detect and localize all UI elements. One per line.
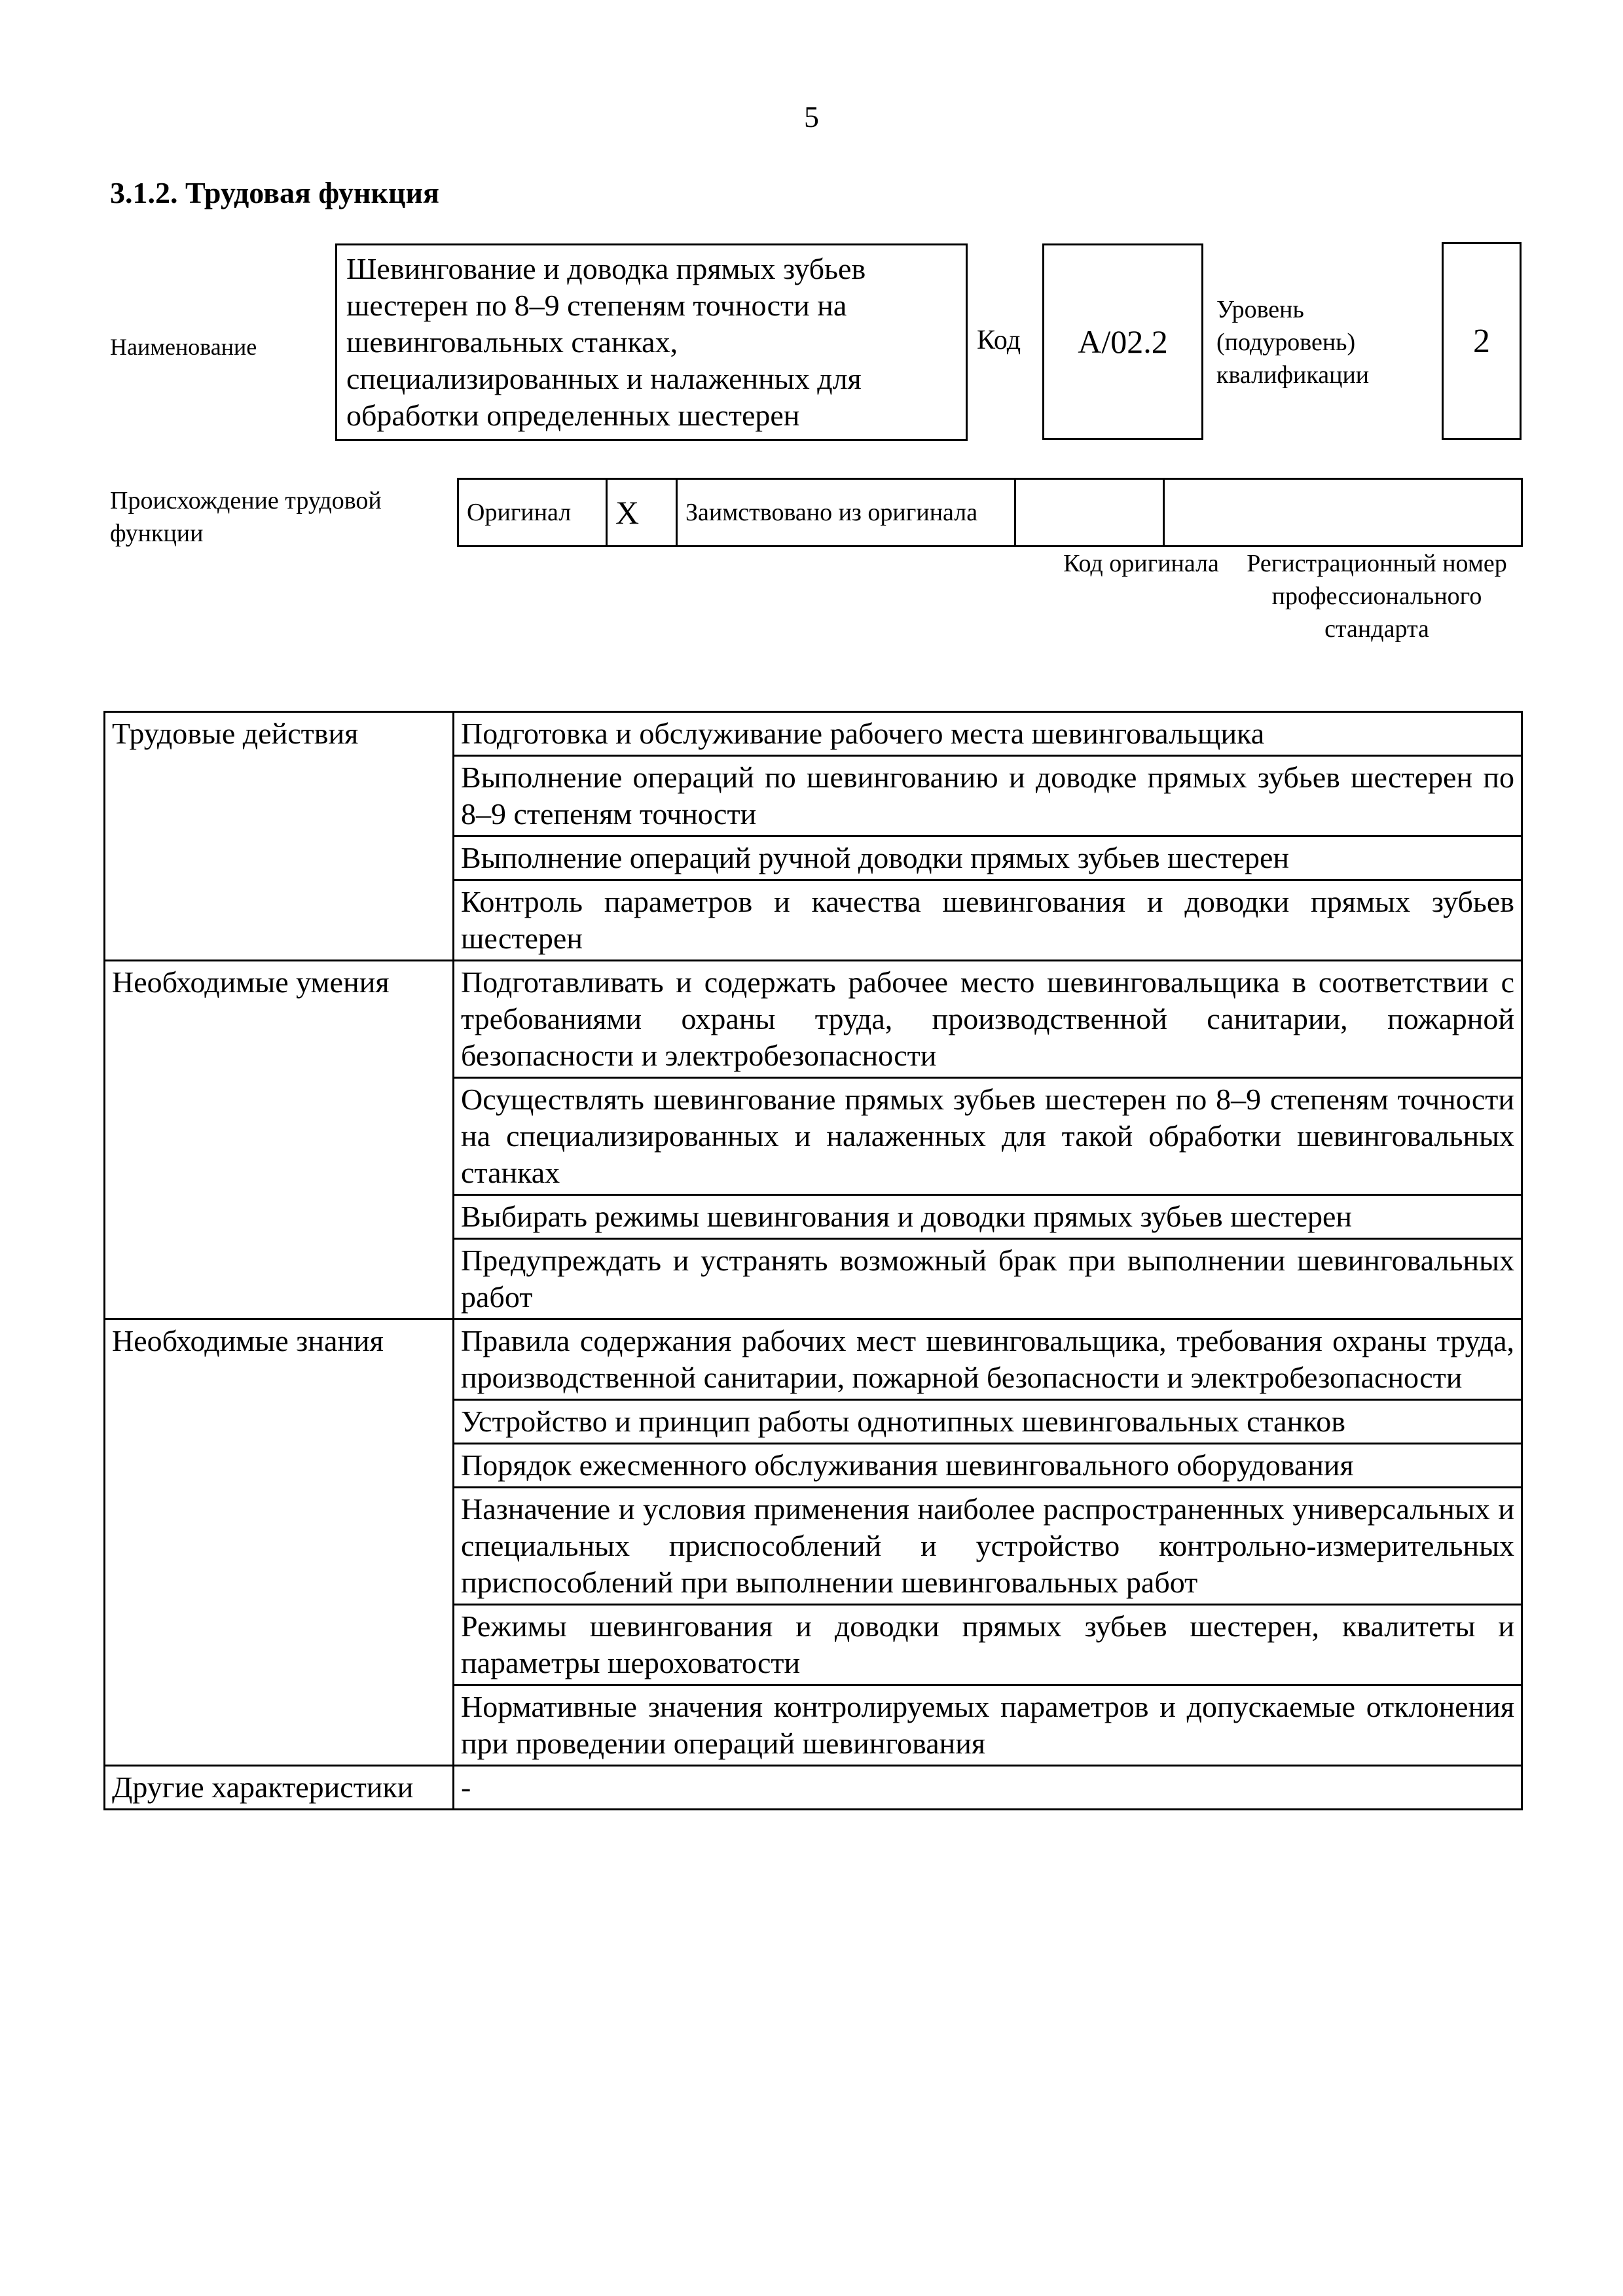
item-cell: - (454, 1766, 1522, 1810)
item-cell: Осуществлять шевингование прямых зубьев шестерен по 8–9 степеням точности на специализированных и налаженных для такой обработки шевинговальных станках (454, 1078, 1522, 1195)
code-original-label: Код оригинала (1063, 550, 1219, 577)
reg-number-cell (1164, 479, 1522, 547)
code-value-box: А/02.2 (1042, 243, 1203, 440)
page-number: 5 (804, 100, 819, 134)
original-label: Оригинал (458, 479, 607, 547)
level-value-box: 2 (1442, 242, 1522, 440)
function-details-table (103, 711, 1523, 1810)
table-row (105, 1766, 1522, 1810)
item-cell: Контроль параметров и качества шевингования и доводки прямых зубьев шестерен (454, 880, 1522, 961)
category-cell: Другие характеристики (105, 1766, 454, 1810)
table-row (105, 712, 1522, 756)
level-label: Уровень (подуровень) квалификации (1216, 296, 1370, 389)
reg-number-label: Регистрационный номер профессионального стандарта (1247, 550, 1507, 643)
item-cell: Устройство и принцип работы однотипных шевинговальных станков (454, 1400, 1522, 1444)
origin-label: Происхождение трудовой функции (110, 487, 382, 547)
category-cell: Трудовые действия (105, 712, 454, 961)
code-original-cell (1015, 479, 1164, 547)
item-cell: Выбирать режимы шевингования и доводки прямых зубьев шестерен (454, 1195, 1522, 1239)
category-cell: Необходимые умения (105, 961, 454, 1319)
item-cell: Назначение и условия применения наиболее распространенных универсальных и специальных приспособлений и устройство контрольно-измерительных приспособлений при выполнении шевинговальных работ (454, 1488, 1522, 1605)
item-cell: Выполнение операций ручной доводки прямых зубьев шестерен (454, 836, 1522, 880)
table-row (105, 961, 1522, 1078)
name-label: Наименование (110, 334, 257, 360)
borrowed-label: Заимствовано из оригинала (677, 479, 1015, 547)
item-cell: Правила содержания рабочих мест шевинговальщика, требования охраны труда, производственной санитарии, пожарной безопасности и электробезопасности (454, 1319, 1522, 1400)
item-cell: Режимы шевингования и доводки прямых зубьев шестерен, квалитеты и параметры шероховатости (454, 1605, 1522, 1685)
item-cell: Подготавливать и содержать рабочее место шевинговальщика в соответствии с требованиями охраны труда, производственной санитарии, пожарной безопасности и электробезопасности (454, 961, 1522, 1078)
item-cell: Подготовка и обслуживание рабочего места шевинговальщика (454, 712, 1522, 756)
code-label: Код (977, 325, 1021, 355)
category-cell: Необходимые знания (105, 1319, 454, 1766)
section-title: 3.1.2. Трудовая функция (110, 176, 439, 209)
origin-table (457, 478, 1523, 547)
function-name-box: Шевингование и доводка прямых зубьев шестерен по 8–9 степеням точности на шевинговальных станках, специализированных и налаженных для обработки определенных шестерен (335, 243, 968, 441)
item-cell: Нормативные значения контролируемых параметров и допускаемые отклонения при проведении операций шевингования (454, 1685, 1522, 1766)
item-cell: Предупреждать и устранять возможный брак при выполнении шевинговальных работ (454, 1239, 1522, 1319)
original-mark: Х (607, 479, 677, 547)
item-cell: Порядок ежесменного обслуживания шевинговального оборудования (454, 1444, 1522, 1488)
item-cell: Выполнение операций по шевингованию и доводке прямых зубьев шестерен по 8–9 степеням точности (454, 756, 1522, 836)
table-row (105, 1319, 1522, 1400)
